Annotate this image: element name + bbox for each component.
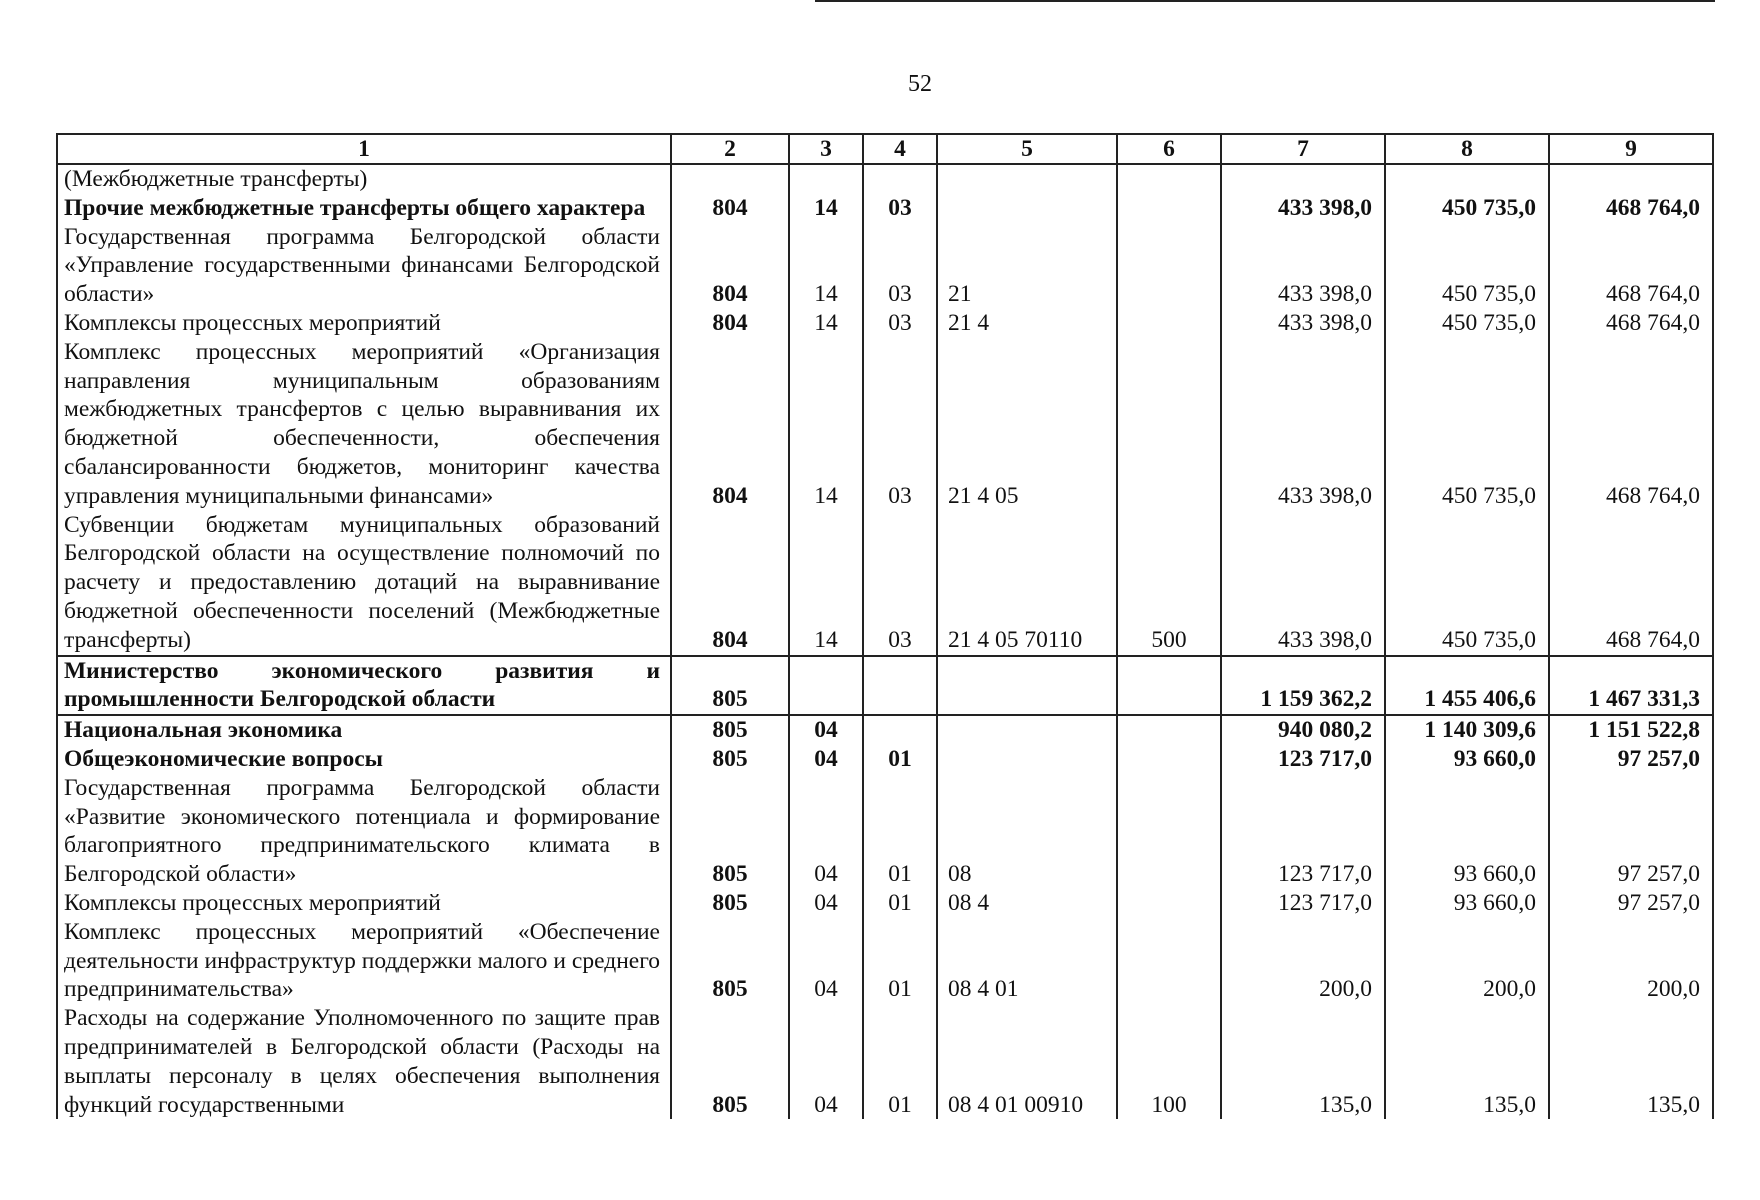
- amount-year2-cell: 93 660,0: [1385, 745, 1549, 774]
- column-header: 7: [1221, 134, 1385, 164]
- amount-year3-cell: 468 764,0: [1549, 309, 1713, 338]
- section-code-cell: 04: [789, 889, 863, 918]
- row-name-cell: Комплексы процессных мероприятий: [57, 309, 671, 338]
- amount-year1-cell: 433 398,0: [1221, 194, 1385, 223]
- target-article-cell: 21 4: [937, 309, 1117, 338]
- subsection-code-cell: 03: [863, 511, 937, 656]
- amount-year1-cell: 123 717,0: [1221, 889, 1385, 918]
- row-name-cell: Министерство экономического развития и промышленности Белгородской области: [57, 656, 671, 716]
- ministry-code-cell: [671, 164, 789, 194]
- amount-year2-cell: 200,0: [1385, 918, 1549, 1004]
- table-row: [57, 1004, 1713, 1119]
- target-article-cell: 21 4 05: [937, 338, 1117, 511]
- amount-year1-cell: 940 080,2: [1221, 715, 1385, 745]
- section-code-cell: 04: [789, 774, 863, 889]
- row-name-cell: Прочие межбюджетные трансферты общего характера: [57, 194, 671, 223]
- amount-year2-cell: 1 455 406,6: [1385, 656, 1549, 716]
- ministry-code-cell: 805: [671, 715, 789, 745]
- target-article-cell: [937, 745, 1117, 774]
- amount-year3-cell: 97 257,0: [1549, 774, 1713, 889]
- expense-type-cell: [1117, 656, 1221, 716]
- ministry-code-cell: 804: [671, 338, 789, 511]
- expense-type-cell: [1117, 194, 1221, 223]
- amount-year2-cell: 135,0: [1385, 1004, 1549, 1119]
- row-name-cell: Комплекс процессных мероприятий «Обеспечение деятельности инфраструктур поддержки малого и среднего предпринимательства»: [57, 918, 671, 1004]
- amount-year3-cell: 1 151 522,8: [1549, 715, 1713, 745]
- expense-type-cell: [1117, 774, 1221, 889]
- amount-year2-cell: [1385, 164, 1549, 194]
- expense-type-cell: [1117, 918, 1221, 1004]
- amount-year2-cell: 93 660,0: [1385, 889, 1549, 918]
- section-code-cell: 04: [789, 745, 863, 774]
- row-name-cell: (Межбюджетные трансферты): [57, 164, 671, 194]
- expense-type-cell: [1117, 309, 1221, 338]
- ministry-code-cell: 805: [671, 774, 789, 889]
- table-row: [57, 223, 1713, 309]
- subsection-code-cell: 01: [863, 889, 937, 918]
- expense-type-cell: [1117, 745, 1221, 774]
- ministry-code-cell: 805: [671, 889, 789, 918]
- target-article-cell: 21: [937, 223, 1117, 309]
- subsection-code-cell: [863, 164, 937, 194]
- amount-year2-cell: 450 735,0: [1385, 511, 1549, 656]
- table-row: [57, 309, 1713, 338]
- amount-year3-cell: 97 257,0: [1549, 745, 1713, 774]
- column-header: 4: [863, 134, 937, 164]
- table-row: [57, 918, 1713, 1004]
- amount-year2-cell: 1 140 309,6: [1385, 715, 1549, 745]
- subsection-code-cell: 01: [863, 774, 937, 889]
- ministry-code-cell: 805: [671, 656, 789, 716]
- target-article-cell: 08 4: [937, 889, 1117, 918]
- subsection-code-cell: 01: [863, 745, 937, 774]
- table-row: [57, 774, 1713, 889]
- target-article-cell: [937, 194, 1117, 223]
- expense-type-cell: 500: [1117, 511, 1221, 656]
- target-article-cell: 21 4 05 70110: [937, 511, 1117, 656]
- row-name-cell: Субвенции бюджетам муниципальных образований Белгородской области на осуществление полномочий по расчету и предоставлению дотаций на выравнивание бюджетной обеспеченности поселений (Межбюджетные трансферты): [57, 511, 671, 656]
- table-row: [57, 194, 1713, 223]
- budget-table: [56, 133, 1714, 1119]
- expense-type-cell: [1117, 223, 1221, 309]
- section-code-cell: 14: [789, 223, 863, 309]
- section-code-cell: 14: [789, 511, 863, 656]
- amount-year3-cell: 135,0: [1549, 1004, 1713, 1119]
- ministry-code-cell: 805: [671, 918, 789, 1004]
- amount-year1-cell: 123 717,0: [1221, 745, 1385, 774]
- section-code-cell: [789, 656, 863, 716]
- amount-year1-cell: 433 398,0: [1221, 511, 1385, 656]
- expense-type-cell: [1117, 164, 1221, 194]
- ministry-code-cell: 805: [671, 1004, 789, 1119]
- subsection-code-cell: [863, 656, 937, 716]
- amount-year3-cell: 200,0: [1549, 918, 1713, 1004]
- row-name-cell: Национальная экономика: [57, 715, 671, 745]
- section-code-cell: 14: [789, 338, 863, 511]
- target-article-cell: [937, 164, 1117, 194]
- amount-year2-cell: 450 735,0: [1385, 223, 1549, 309]
- expense-type-cell: [1117, 715, 1221, 745]
- table-row: [57, 656, 1713, 716]
- amount-year1-cell: 433 398,0: [1221, 223, 1385, 309]
- column-header: 2: [671, 134, 789, 164]
- amount-year3-cell: 468 764,0: [1549, 194, 1713, 223]
- top-rule: [815, 0, 1715, 2]
- amount-year1-cell: 1 159 362,2: [1221, 656, 1385, 716]
- column-header: 8: [1385, 134, 1549, 164]
- target-article-cell: 08: [937, 774, 1117, 889]
- page-number: 52: [908, 71, 932, 97]
- subsection-code-cell: 01: [863, 1004, 937, 1119]
- amount-year3-cell: 468 764,0: [1549, 338, 1713, 511]
- section-code-cell: 04: [789, 1004, 863, 1119]
- row-name-cell: Комплексы процессных мероприятий: [57, 889, 671, 918]
- row-name-cell: Государственная программа Белгородской области «Управление государственными финансами Белгородской области»: [57, 223, 671, 309]
- ministry-code-cell: 804: [671, 511, 789, 656]
- amount-year2-cell: 450 735,0: [1385, 309, 1549, 338]
- ministry-code-cell: 804: [671, 194, 789, 223]
- target-article-cell: 08 4 01: [937, 918, 1117, 1004]
- table-row: [57, 338, 1713, 511]
- subsection-code-cell: 03: [863, 223, 937, 309]
- expense-type-cell: [1117, 889, 1221, 918]
- section-code-cell: [789, 164, 863, 194]
- row-name-cell: Государственная программа Белгородской области «Развитие экономического потенциала и формирование благоприятного предпринимательского климата в Белгородской области»: [57, 774, 671, 889]
- amount-year3-cell: 468 764,0: [1549, 511, 1713, 656]
- amount-year1-cell: 433 398,0: [1221, 309, 1385, 338]
- ministry-code-cell: 805: [671, 745, 789, 774]
- subsection-code-cell: 03: [863, 194, 937, 223]
- table-row: [57, 889, 1713, 918]
- table-header-row: [57, 134, 1713, 164]
- amount-year2-cell: 450 735,0: [1385, 338, 1549, 511]
- amount-year2-cell: 93 660,0: [1385, 774, 1549, 889]
- subsection-code-cell: 03: [863, 309, 937, 338]
- subsection-code-cell: 03: [863, 338, 937, 511]
- target-article-cell: [937, 715, 1117, 745]
- section-code-cell: 14: [789, 194, 863, 223]
- amount-year1-cell: 135,0: [1221, 1004, 1385, 1119]
- table-body: [57, 164, 1713, 1119]
- amount-year1-cell: [1221, 164, 1385, 194]
- expense-type-cell: 100: [1117, 1004, 1221, 1119]
- amount-year1-cell: 433 398,0: [1221, 338, 1385, 511]
- row-name-cell: Комплекс процессных мероприятий «Организация направления муниципальным образованиям межбюджетных трансфертов с целью выравнивания их бюджетной обеспеченности, обеспечения сбалансированности бюджетов, мониторинг качества управления муниципальными финансами»: [57, 338, 671, 511]
- target-article-cell: [937, 656, 1117, 716]
- expense-type-cell: [1117, 338, 1221, 511]
- amount-year3-cell: [1549, 164, 1713, 194]
- amount-year3-cell: 468 764,0: [1549, 223, 1713, 309]
- ministry-code-cell: 804: [671, 223, 789, 309]
- subsection-code-cell: 01: [863, 918, 937, 1004]
- subsection-code-cell: [863, 715, 937, 745]
- section-code-cell: 04: [789, 715, 863, 745]
- row-name-cell: Общеэкономические вопросы: [57, 745, 671, 774]
- table-row: [57, 745, 1713, 774]
- column-header: 1: [57, 134, 671, 164]
- section-code-cell: 14: [789, 309, 863, 338]
- table-row: [57, 511, 1713, 656]
- column-header: 5: [937, 134, 1117, 164]
- amount-year2-cell: 450 735,0: [1385, 194, 1549, 223]
- column-header: 6: [1117, 134, 1221, 164]
- target-article-cell: 08 4 01 00910: [937, 1004, 1117, 1119]
- amount-year1-cell: 200,0: [1221, 918, 1385, 1004]
- amount-year1-cell: 123 717,0: [1221, 774, 1385, 889]
- table-row: [57, 715, 1713, 745]
- column-header: 3: [789, 134, 863, 164]
- row-name-cell: Расходы на содержание Уполномоченного по защите прав предпринимателей в Белгородской области (Расходы на выплаты персоналу в целях обеспечения выполнения функций государственными: [57, 1004, 671, 1119]
- section-code-cell: 04: [789, 918, 863, 1004]
- amount-year3-cell: 97 257,0: [1549, 889, 1713, 918]
- amount-year3-cell: 1 467 331,3: [1549, 656, 1713, 716]
- ministry-code-cell: 804: [671, 309, 789, 338]
- table-row: [57, 164, 1713, 194]
- column-header: 9: [1549, 134, 1713, 164]
